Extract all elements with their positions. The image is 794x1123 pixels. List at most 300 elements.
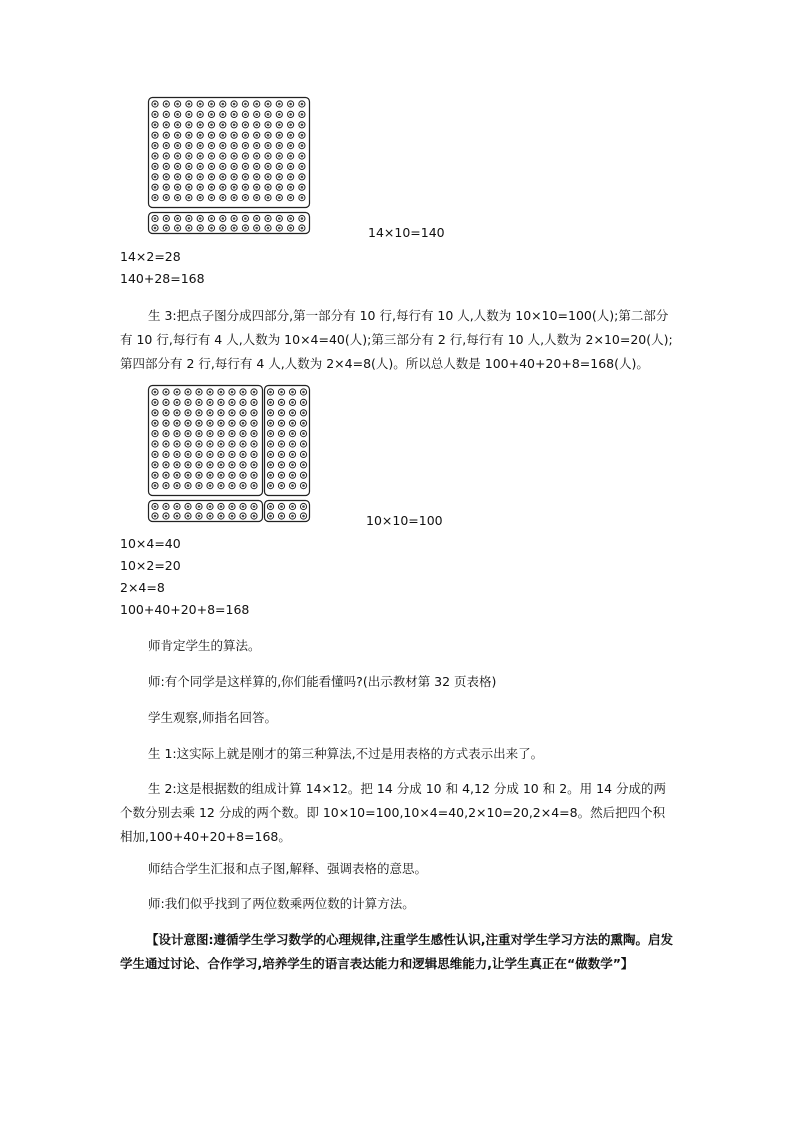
dot-center [291,391,294,394]
dot-center [291,474,294,477]
dot-center [233,165,236,168]
dot-center [188,227,191,230]
dot-center [302,391,305,394]
dot-center [176,401,179,404]
dot-center [154,412,157,415]
dot-center [210,134,213,137]
dot-center [220,484,223,487]
dot-center [154,432,157,435]
dot-center [289,144,292,147]
dialogue-paragraph-1: 师肯定学生的算法。 [148,638,261,653]
dot-center [255,124,258,127]
dot-diagram-2 [147,384,313,524]
dot-center [176,196,179,199]
dot-center [222,176,225,179]
dot-center [222,113,225,116]
dot-center [165,422,168,425]
dot-group-top [149,98,310,208]
dot-center [154,124,157,127]
dot-center [289,176,292,179]
dot-center [278,217,281,220]
dot-center [188,176,191,179]
dot-center [198,464,201,467]
dot-center [255,186,258,189]
dot-center [231,464,234,467]
dot-center [244,186,247,189]
dot-center [255,176,258,179]
dot-center [154,196,157,199]
dot-center [289,134,292,137]
dot-center [154,227,157,230]
dot-center [210,124,213,127]
dot-center [187,443,190,446]
dot-center [154,176,157,179]
dot-center [187,412,190,415]
dot-center [289,217,292,220]
dot-center [209,515,212,518]
dot-center [154,186,157,189]
figure2-line-2: 10×2=20 [120,558,181,573]
dot-center [165,227,168,230]
dot-center [267,165,270,168]
dot-center [253,412,256,415]
dot-center [176,443,179,446]
dot-center [188,134,191,137]
dot-center [220,422,223,425]
dot-center [242,484,245,487]
dot-center [269,505,272,508]
dot-center [269,474,272,477]
dot-center [233,113,236,116]
dot-center [255,196,258,199]
dot-center [176,103,179,106]
dot-center [187,464,190,467]
dot-center [280,464,283,467]
dot-center [231,401,234,404]
dot-center [302,453,305,456]
dot-center [222,217,225,220]
dot-center [154,474,157,477]
dot-center [244,155,247,158]
dot-center [280,484,283,487]
dot-center [267,124,270,127]
dot-center [242,391,245,394]
dot-center [198,443,201,446]
figure2-line-1: 10×4=40 [120,536,181,551]
dot-center [289,113,292,116]
dot-center [188,124,191,127]
dot-center [267,196,270,199]
dot-center [280,453,283,456]
dot-center [165,401,168,404]
dot-center [209,464,212,467]
dot-center [220,412,223,415]
dot-center [289,227,292,230]
dot-center [165,464,168,467]
dot-center [242,474,245,477]
dot-center [176,186,179,189]
dot-center [220,515,223,518]
dot-center [210,113,213,116]
dot-center [244,144,247,147]
dot-center [154,515,157,518]
dot-center [220,464,223,467]
dot-center [253,505,256,508]
dot-center [255,113,258,116]
dot-center [244,103,247,106]
dot-center [289,165,292,168]
dot-center [198,453,201,456]
dot-center [231,412,234,415]
dot-center [165,186,168,189]
dot-center [269,515,272,518]
dot-center [255,217,258,220]
dot-center [278,103,281,106]
dot-center [267,176,270,179]
dot-center [244,124,247,127]
dot-center [154,443,157,446]
dot-center [199,176,202,179]
dot-center [165,432,168,435]
dot-center [198,391,201,394]
dot-center [154,453,157,456]
dot-center [291,412,294,415]
dot-center [301,176,304,179]
dot-center [302,412,305,415]
dot-center [269,412,272,415]
dot-center [301,186,304,189]
dot-center [210,227,213,230]
dot-center [154,217,157,220]
dot-center [154,113,157,116]
dot-center [269,453,272,456]
dot-center [198,422,201,425]
dot-center [302,464,305,467]
dot-center [267,186,270,189]
dot-center [301,113,304,116]
dot-center [198,412,201,415]
dot-center [233,144,236,147]
dot-center [187,515,190,518]
dot-center [278,155,281,158]
dot-center [165,155,168,158]
dot-center [176,505,179,508]
dot-center [280,422,283,425]
dot-center [154,464,157,467]
dot-center [209,505,212,508]
dot-center [242,453,245,456]
dot-center [280,391,283,394]
dialogue-paragraph-5: 生 2:这是根据数的组成计算 14×12。把 14 分成 10 和 4,12 分成 10 和 2。用 14 分成的两个数分别去乘 12 分成的两个数。即 10×10=100,10×4=40,2×10=20,2×4=8。然后把四个积相加,100+40+20+8=168。 [120,781,667,844]
dot-center [244,113,247,116]
dot-center [209,401,212,404]
dot-center [267,227,270,230]
dot-center [154,144,157,147]
dot-center [176,124,179,127]
dot-center [255,155,258,158]
dot-center [176,464,179,467]
dot-center [302,474,305,477]
dot-center [291,515,294,518]
dot-center [199,144,202,147]
dot-center [165,103,168,106]
dot-center [242,443,245,446]
dot-center [176,484,179,487]
dot-center [222,196,225,199]
dot-center [154,505,157,508]
dot-center [255,227,258,230]
dot-center [233,217,236,220]
dot-center [199,227,202,230]
dot-center [165,515,168,518]
dot-center [220,432,223,435]
dot-center [253,432,256,435]
dot-center [209,391,212,394]
dot-center [210,196,213,199]
dot-center [188,113,191,116]
dot-diagram-1 [147,96,313,236]
dot-center [220,453,223,456]
design-note: 【设计意图:遵循学生学习数学的心理规律,注重学生感性认识,注重对学生学习方法的熏陶。启发学生通过讨论、合作学习,培养学生的语言表达能力和逻辑思维能力,让学生真正在“做数学”】 [120,932,673,971]
dot-center [301,165,304,168]
dot-center [188,155,191,158]
dot-center [269,391,272,394]
dot-center [198,484,201,487]
dot-center [176,422,179,425]
dot-center [280,474,283,477]
dot-center [222,165,225,168]
dialogue-paragraph-7: 师:我们似乎找到了两位数乘两位数的计算方法。 [148,896,415,911]
dot-center [278,227,281,230]
dot-center [231,484,234,487]
dot-center [222,103,225,106]
dot-center [198,401,201,404]
dot-center [188,186,191,189]
dot-center [301,155,304,158]
dot-center [289,124,292,127]
dot-center [187,453,190,456]
dot-center [176,453,179,456]
dot-center [210,165,213,168]
dot-center [209,453,212,456]
dot-center [176,144,179,147]
dot-center [210,176,213,179]
dot-center [188,144,191,147]
dot-center [280,515,283,518]
dot-center [154,103,157,106]
dot-center [253,474,256,477]
dot-center [253,422,256,425]
dot-center [176,474,179,477]
dot-center [176,391,179,394]
dot-center [220,505,223,508]
dot-center [244,227,247,230]
dot-center [267,144,270,147]
dot-center [231,505,234,508]
dot-center [165,474,168,477]
dot-center [255,134,258,137]
dot-center [269,464,272,467]
dot-center [242,401,245,404]
dot-center [165,217,168,220]
dot-center [269,443,272,446]
dot-center [210,155,213,158]
dot-center [269,401,272,404]
dot-center [198,432,201,435]
dot-center [233,124,236,127]
dot-center [154,484,157,487]
dialogue-paragraph-3: 学生观察,师指名回答。 [148,710,277,725]
dot-center [220,391,223,394]
figure1-caption: 14×10=140 [368,225,445,240]
dot-center [291,401,294,404]
dot-center [301,103,304,106]
dot-center [165,196,168,199]
dot-center [244,217,247,220]
dot-center [176,227,179,230]
dot-center [199,124,202,127]
dot-center [209,443,212,446]
figure1-line-1: 14×2=28 [120,249,181,264]
dot-center [220,443,223,446]
dot-center [301,124,304,127]
dot-center [187,474,190,477]
dot-center [244,176,247,179]
dot-center [278,113,281,116]
dot-center [233,196,236,199]
dot-center [291,443,294,446]
dot-center [188,196,191,199]
dot-center [267,134,270,137]
dot-center [210,103,213,106]
dot-center [154,155,157,158]
dot-center [233,155,236,158]
dot-center [278,176,281,179]
dot-center [176,134,179,137]
dot-center [187,484,190,487]
dot-center [154,401,157,404]
dot-center [244,196,247,199]
dot-center [176,432,179,435]
dot-center [244,134,247,137]
dot-center [280,432,283,435]
dot-center [253,464,256,467]
dot-center [242,432,245,435]
dot-center [154,134,157,137]
dot-center [291,432,294,435]
dot-center [302,515,305,518]
dot-center [209,484,212,487]
dot-center [210,186,213,189]
dot-center [278,124,281,127]
dot-center [291,484,294,487]
dot-center [242,515,245,518]
dot-center [198,515,201,518]
dot-center [199,155,202,158]
dot-center [289,186,292,189]
figure2-line-3: 2×4=8 [120,580,165,595]
dot-center [187,401,190,404]
dot-center [220,401,223,404]
dot-center [231,432,234,435]
dot-center [199,165,202,168]
dot-center [222,124,225,127]
dot-center [253,391,256,394]
dot-center [233,227,236,230]
dot-center [278,165,281,168]
dot-center [231,474,234,477]
dot-center [210,217,213,220]
dot-center [291,505,294,508]
dot-center [269,432,272,435]
dot-center [269,422,272,425]
dot-center [165,391,168,394]
dot-center [154,391,157,394]
figure2-caption: 10×10=100 [366,513,443,528]
dot-center [280,412,283,415]
dot-center [302,443,305,446]
dot-center [301,227,304,230]
dot-center [253,515,256,518]
dot-center [242,412,245,415]
dot-center [176,515,179,518]
dot-center [231,453,234,456]
dot-center [199,186,202,189]
dot-group-bottom [149,213,310,234]
dot-center [280,401,283,404]
dot-center [176,155,179,158]
dot-center [187,422,190,425]
dot-center [255,144,258,147]
dot-center [176,165,179,168]
dot-center [199,103,202,106]
dot-center [233,103,236,106]
dot-center [199,217,202,220]
dot-center [165,176,168,179]
dot-center [267,217,270,220]
dot-center [187,505,190,508]
dot-center [222,227,225,230]
dot-center [289,155,292,158]
dot-center [291,464,294,467]
dot-center [198,505,201,508]
dot-center [176,217,179,220]
dot-center [242,422,245,425]
dot-center [289,196,292,199]
dot-center [231,515,234,518]
dot-center [267,103,270,106]
dot-center [188,165,191,168]
dot-center [165,453,168,456]
dot-center [253,401,256,404]
dot-center [301,196,304,199]
dot-center [278,196,281,199]
dot-center [301,217,304,220]
dot-center [278,134,281,137]
dot-center [188,103,191,106]
dot-center [165,124,168,127]
dot-center [209,474,212,477]
dot-center [302,401,305,404]
dot-center [176,113,179,116]
dot-center [165,505,168,508]
dot-center [165,443,168,446]
dot-center [222,186,225,189]
dot-center [188,217,191,220]
dot-center [255,103,258,106]
dot-center [199,134,202,137]
dot-center [199,196,202,199]
